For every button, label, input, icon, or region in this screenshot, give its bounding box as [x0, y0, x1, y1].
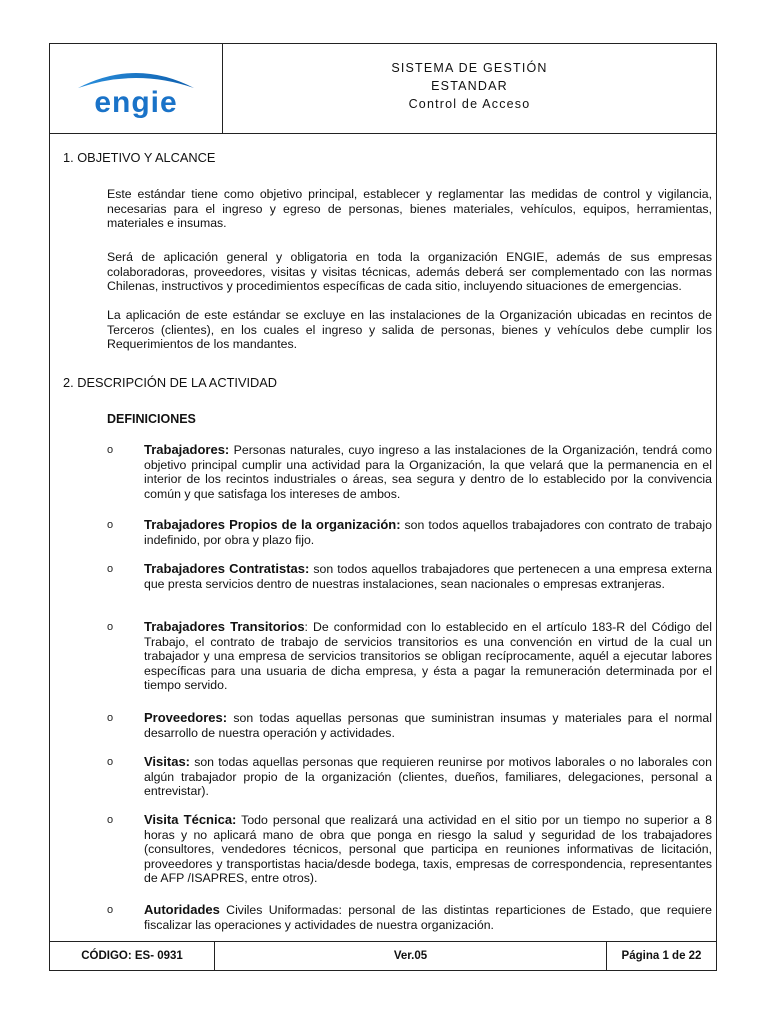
document-body [50, 133, 716, 941]
definition-term: Trabajadores Transitorios [144, 619, 305, 634]
section-1-paragraph-3: La aplicación de este estándar se excluye en las instalaciones de la Organización ubicadas en recintos de Terceros (clientes), en los cuales el ingreso y salida de personas, bienes y vehículos debe cumplir los Requerimientos de los mandantes. [107, 308, 712, 352]
definition-term: Proveedores: [144, 710, 228, 725]
definition-body: son todas aquellas personas que requieren reunirse por motivos laborales o no laborales con algún trabajador propio de la organización (clientes, dueños, familiares, delegaciones, personal a entrevistar). [144, 755, 712, 799]
document-footer [50, 941, 716, 971]
definition-body: son todos aquellos trabajadores que pertenecen a una empresa externa que presta servicios dentro de nuestras instalaciones, sean nacionales o empresas extranjeras. [144, 562, 712, 591]
bullet-icon: o [107, 814, 114, 826]
header-line-2: ESTANDAR [431, 79, 508, 93]
document-header [50, 44, 716, 134]
definition-term: Trabajadores Contratistas: [144, 561, 310, 576]
definition-text [144, 620, 712, 693]
section-1-paragraph-1: Este estándar tiene como objetivo principal, establecer y reglamentar las medidas de control y vigilancia, necesarias para el ingreso y egreso de personas, bienes materiales, vehículos, equipos, herramientas, materiales e insumas. [107, 187, 712, 231]
bullet-icon: o [107, 904, 114, 916]
definition-text [144, 755, 712, 799]
bullet-icon: o [107, 444, 114, 456]
header-title [223, 44, 716, 133]
definitions-title: DEFINICIONES [107, 412, 196, 426]
definition-text [144, 518, 712, 547]
footer-version: Ver.05 [215, 942, 607, 971]
definition-body: : De conformidad con lo establecido en el artículo 183-R del Código del Trabajo, el contrato de trabajo de servicios transitorios es una convención en virtud de la cual un trabajador y una empresa de servicios transitorios se obligan recíprocamente, aquél a ejecutar labores específicas para una usuaria de dicha empresa, y ésta a pagar la remuneración determinada por el tiempo servido. [144, 620, 712, 693]
header-line-1: SISTEMA DE GESTIÓN [391, 61, 548, 75]
bullet-icon: o [107, 712, 114, 724]
bullet-icon: o [107, 756, 114, 768]
section-1-paragraph-2: Será de aplicación general y obligatoria en toda la organización ENGIE, además de sus empresas colaboradoras, proveedores, visitas y visitas técnicas, además deberá ser complementado con las normas Chilenas, instructivos y procedimientos específicas de cada sitio, incluyendo situaciones de emergencias. [107, 250, 712, 294]
bullet-icon: o [107, 621, 114, 633]
logo-cell [50, 44, 223, 133]
definition-body: Todo personal que realizará una actividad en el sitio por un tiempo no superior a 8 horas y no aplicará mano de obra que ponga en riesgo la salud y seguridad de los trabajadores (consultores, vendedores técnicos, personal que participa en reuniones informativas de licitación, proveedores y transportistas hacia/desde bodega, taxis, empresas de correspondencia, representantes de AFP /ISAPRES, entre otros). [144, 813, 712, 886]
definition-text [144, 711, 712, 740]
definition-term: Autoridades [144, 902, 220, 917]
definition-text [144, 443, 712, 501]
engie-logo [70, 62, 202, 118]
definition-body: Personas naturales, cuyo ingreso a las instalaciones de la Organización, tendrá como objetivo principal cumplir una actividad para la Organización, la que velará que la permanencia en el interior de los recintos industriales o áreas, sea segura y dentro de lo establecido por la convivencia común y que satisfaga los intereses de ambos. [144, 443, 712, 501]
definition-body: son todas aquellas personas que suministran insumas y materiales para el normal desarrollo de nuestra operación y actividades. [144, 711, 712, 740]
definition-term: Visita Técnica: [144, 812, 237, 827]
definition-term: Trabajadores: [144, 442, 230, 457]
svg-text:engie: engie [94, 86, 178, 118]
definition-term: Trabajadores Propios de la organización: [144, 517, 401, 532]
definition-text [144, 562, 712, 591]
definition-text [144, 813, 712, 886]
footer-code: CÓDIGO: ES- 0931 [50, 942, 215, 971]
bullet-icon: o [107, 563, 114, 575]
definition-term: Visitas: [144, 754, 191, 769]
definition-text [144, 903, 712, 932]
section-1-title: 1. OBJETIVO Y ALCANCE [63, 150, 216, 165]
definition-body: Civiles Uniformadas: personal de las distintas reparticiones de Estado, que requiere fiscalizar las operaciones y actividades de nuestra organización. [144, 903, 712, 932]
document-frame [49, 43, 717, 971]
definition-body: son todos aquellos trabajadores con contrato de trabajo indefinido, por obra y plazo fijo. [144, 518, 712, 547]
section-2-title: 2. DESCRIPCIÓN DE LA ACTIVIDAD [63, 375, 278, 390]
bullet-icon: o [107, 519, 114, 531]
header-line-3: Control de Acceso [408, 97, 531, 111]
footer-page-number: Página 1 de 22 [621, 950, 702, 962]
